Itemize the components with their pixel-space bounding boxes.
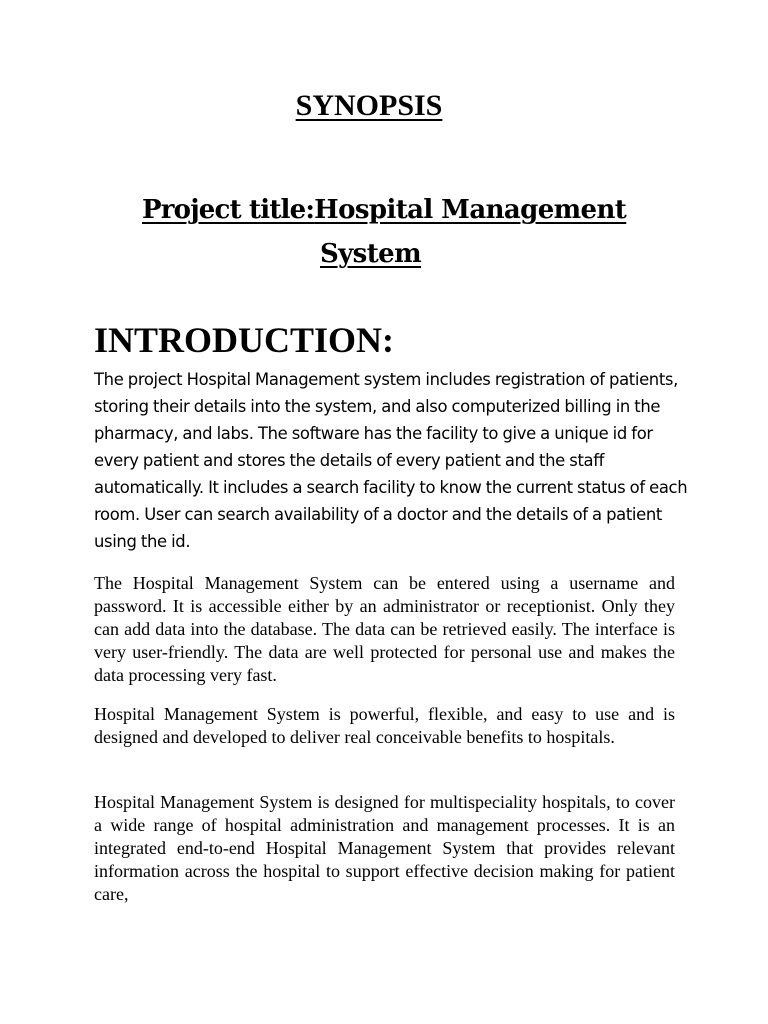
project-title-label: Project title: <box>142 195 315 225</box>
project-title-value: Hospital Management <box>314 195 627 225</box>
paragraph-multispeciality: Hospital Management System is designed for multispeciality hospitals, to cover a wide range of hospital administration and management processes. It is an integrated end-to-end Hospital Management System that provides relevant information across the hospital to support effective decision making for patient care, <box>94 792 675 904</box>
intro-paragraph: The project Hospital Management system includes registration of patients, storing their details into the system, and also computerized billing in the pharmacy, and labs. The software has the facility to give a unique id for every patient and stores the details of every patient and the staff automatically. It includes a search facility to know the current status of each room. User can search availability of a doctor and the details of a patient using the id. <box>94 370 688 551</box>
project-title-value-continued: System <box>320 239 421 269</box>
synopsis-heading: SYNOPSIS <box>295 89 443 122</box>
paragraph-benefits: Hospital Management System is powerful, flexible, and easy to use and is designed and developed to deliver real conceivable benefits to hospitals. <box>94 704 675 747</box>
paragraph-login: The Hospital Management System can be entered using a username and password. It is accessible either by an administrator or receptionist. Only they can add data into the database. The data can be retrieved easily. The interface is very user-friendly. The data are well protected for personal use and makes the data processing very fast. <box>94 573 675 685</box>
introduction-heading: INTRODUCTION: <box>94 320 395 360</box>
project-title <box>142 192 626 228</box>
